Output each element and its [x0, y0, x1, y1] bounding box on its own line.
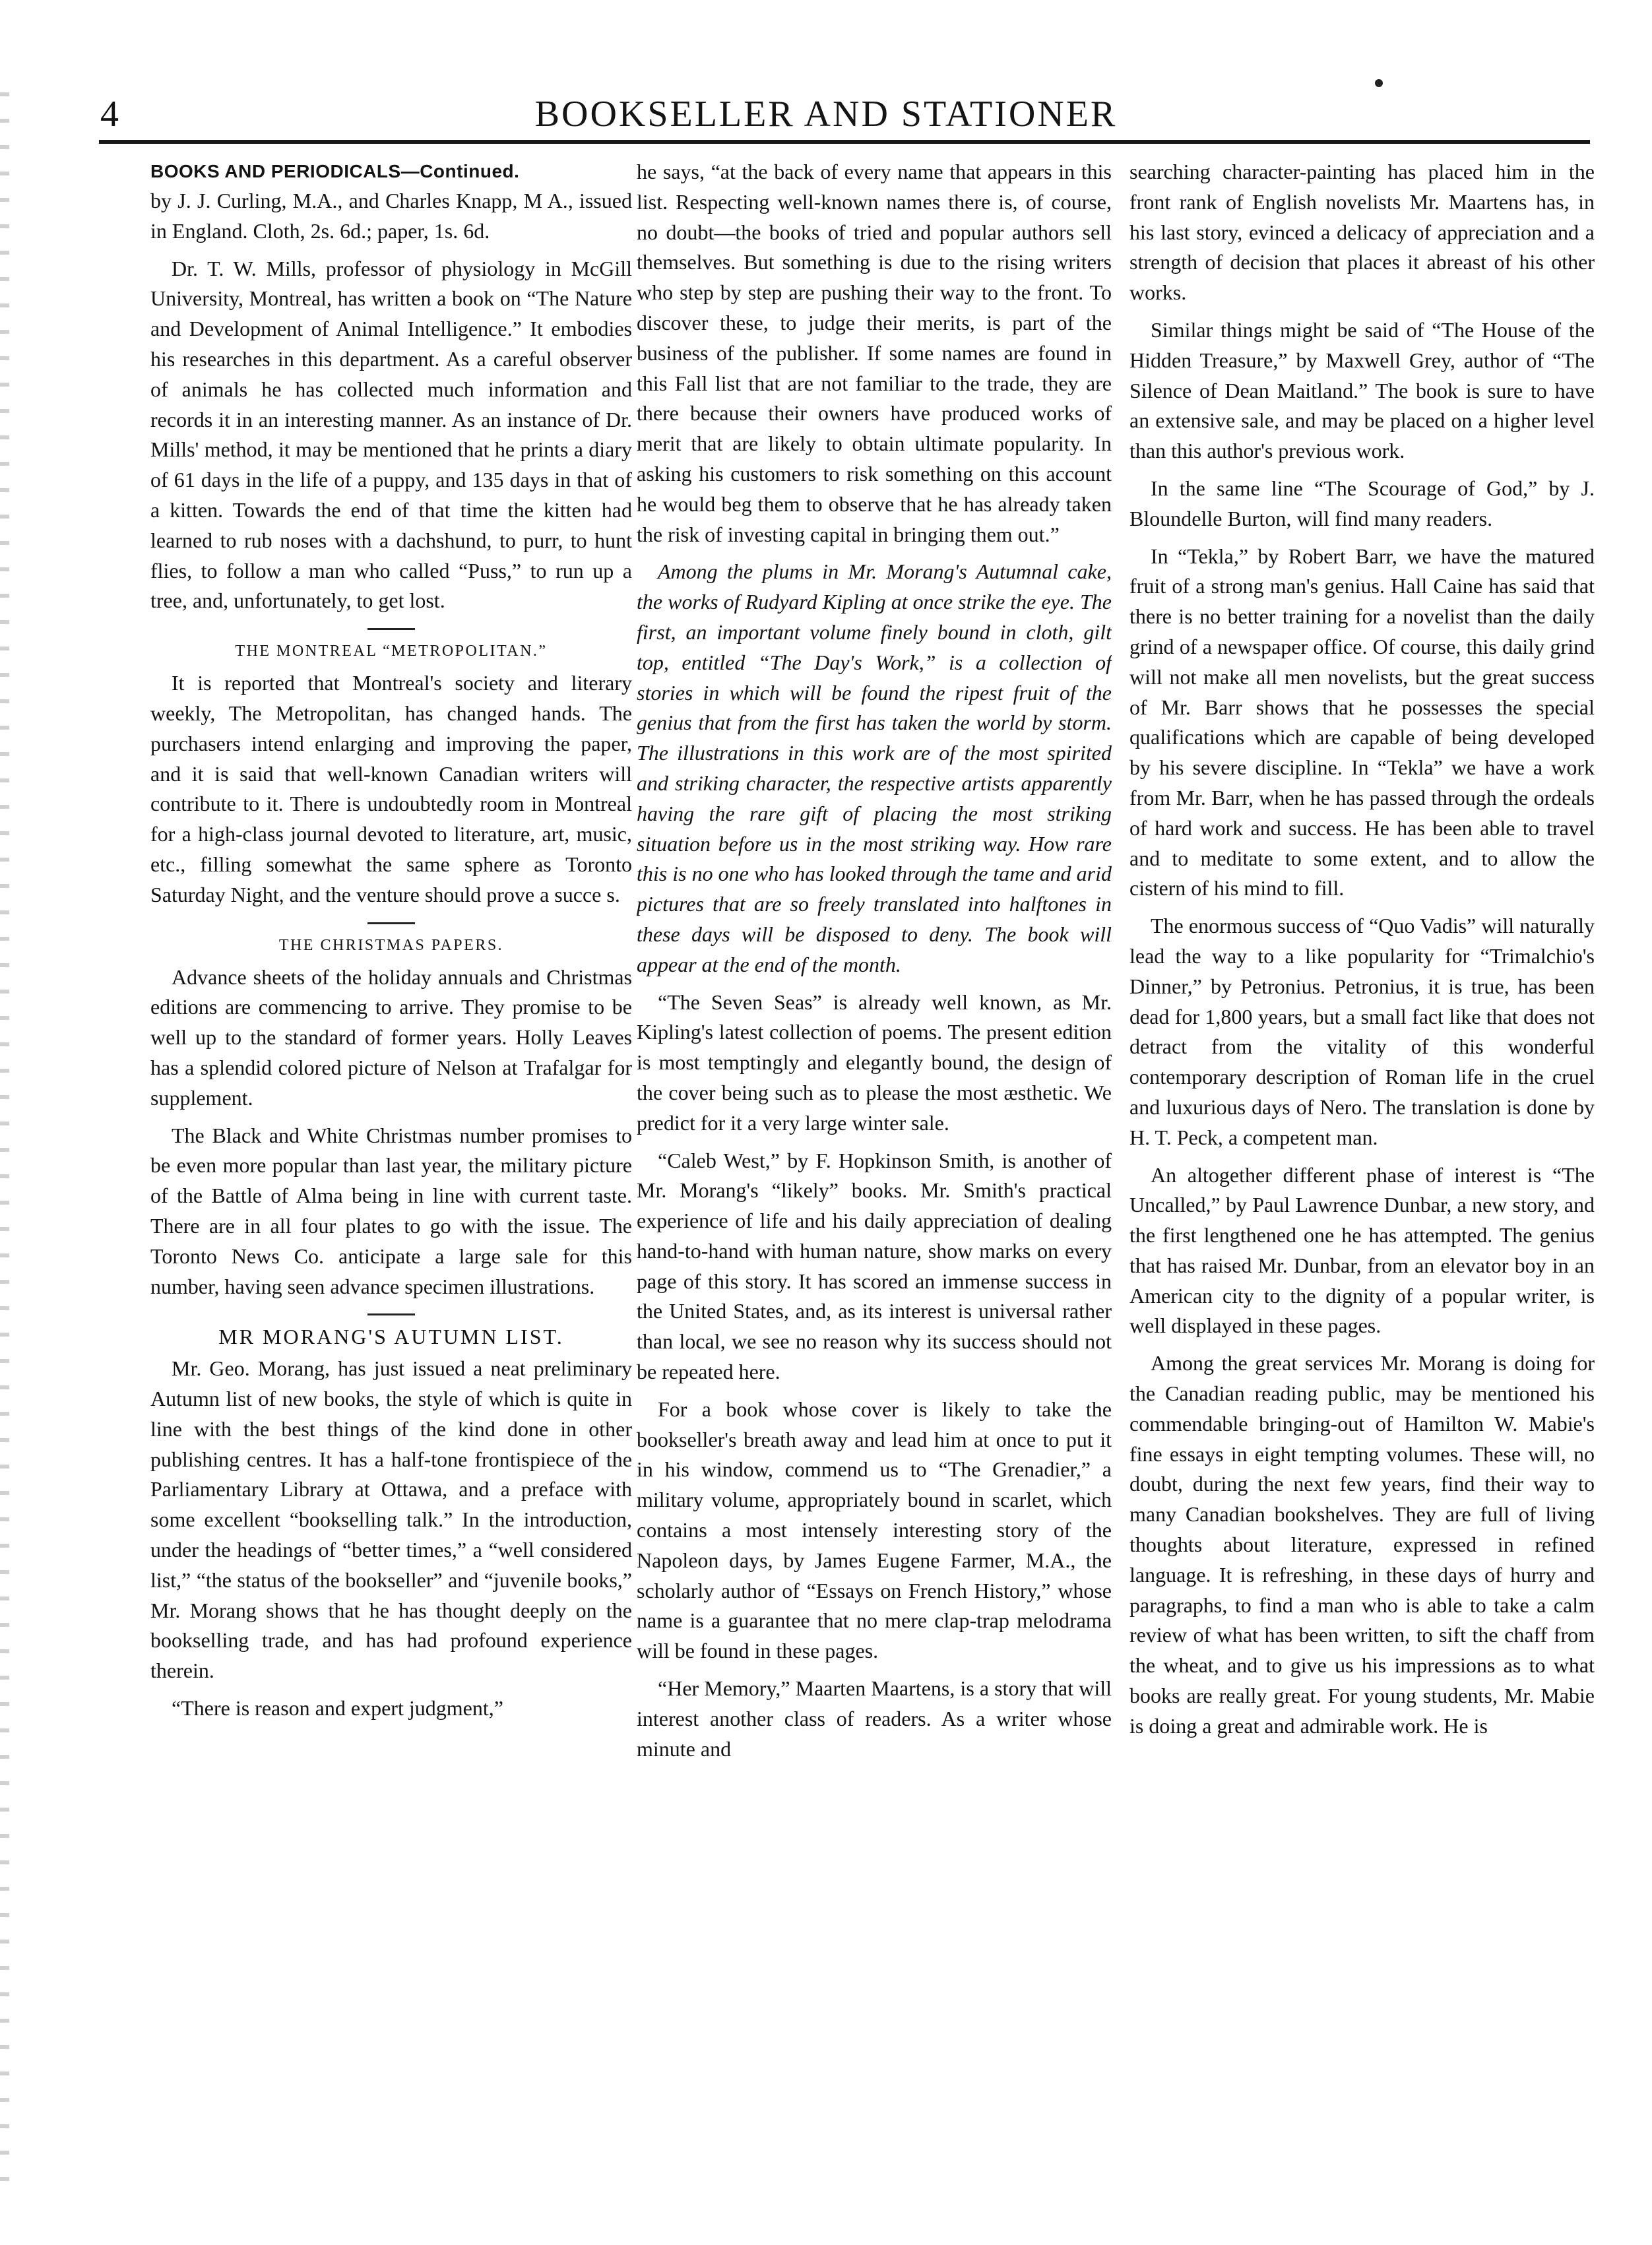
paragraph: The enormous success of “Quo Vadis” will naturally lead the way to a like popularity for “Trimalchio's Dinner,” by Petronius. Petronius, it is true, has been dead for 1,800 years, but a small fact like that does not detract from the vitality of this wonderful contemporary description of Roman life in the cruel and luxurious days of Nero. The translation is done by H. T. Peck, a competent man.	[1129, 914, 1595, 1149]
paragraph: “There is reason and expert judgment,”	[172, 1696, 503, 1721]
paragraph: An altogether different phase of interest is “The Uncalled,” by Paul Lawrence Dunbar, a new story, and the first lengthened one he has attempted. The genius that has raised Mr. Dunbar, from an elevator boy in an American city to the dignity of a popular writer, is well displayed in these pages.	[1129, 1162, 1595, 1338]
paragraph: Among the plums in Mr. Morang's Autumnal cake, the works of Rudyard Kipling at once strike the eye. The first, an important volume finely bound in cloth, gilt top, entitled “The Day's Work,” is a collection of stories in which will be found the ripest fruit of the genius that from the first has taken the world by storm. The illustrations in this work are of the most spirited and striking character, the respective artists apparently having the rare gift of placing the most striking situation before us in the most striking way. How rare this is no one who has looked through the tame and arid pictures that are so freely translated into halftones in these days will be disposed to deny. The book will appear at the end of the month.	[637, 559, 1112, 976]
scan-edge-shadow	[0, 92, 9, 2203]
paragraph: Among the great services Mr. Morang is doing for the Canadian reading public, may be mentioned his commendable bringing-out of Hamilton W. Mabie's fine essays in eight tempting volumes. These will, no doubt, during the next few years, find their way to many Canadian bookshelves. They are full of living thoughts about literature, expressed in refined language. It is refreshing, in these days of hurry and paragraphs, to find a man who is able to take a calm review of what has been written, to sift the chaff from the wheat, and to give us his impressions as to what books are really great. For young students, Mr. Mabie is doing a great and admirable work. He is	[1129, 1351, 1595, 1738]
paragraph: “Caleb West,” by F. Hopkinson Smith, is another of Mr. Morang's “likely” books. Mr. Smith's practical experience of life and his daily appreciation of dealing hand-to-hand with human nature, show marks on every page of this story. It has scored an immense success in the United States, and, as its interest is universal rather than local, we see no reason why its success should not be repeated here.	[637, 1148, 1112, 1384]
header-rule	[99, 140, 1590, 144]
column-2	[637, 157, 1112, 2229]
paragraph: The Black and White Christmas number promises to be even more popular than last year, the military picture of the Battle of Alma being in line with current taste. There are in all four plates to go with the issue. The Toronto News Co. anticipate a large sale for this number, having seen advance specimen illustrations.	[150, 1123, 632, 1298]
paragraph: Dr. T. W. Mills, professor of physiology in McGill University, Montreal, has written a book on “The Nature and Development of Animal Intelligence.” It embodies his researches in this department. As a careful observer of animals he has collected much information and records it in an interesting manner. As an instance of Dr. Mills' method, it may be mentioned that he prints a diary of 61 days in the life of a puppy, and 135 days in that of a kitten. Towards the end of that time the kitten had learned to rub noses with a dachshund, to purr, to hunt flies, to follow a man who called “Puss,” to run up a tree, and, unfortunately, to get lost.	[150, 256, 632, 613]
article-subheading: MR MORANG'S AUTUMN LIST.	[218, 1325, 564, 1349]
paragraph: searching character-painting has placed him in the front rank of English novelists Mr. Maartens has, in his last story, evinced a delicacy of appreciation and a strength of decision that places it abreast of his other works.	[1129, 160, 1595, 305]
page-header	[0, 84, 1652, 144]
paragraph: Advance sheets of the holiday annuals and Christmas editions are commencing to arrive. They promise to be well up to the standard of former years. Holly Leaves has a splendid colored picture of Nelson at Trafalgar for supplement.	[150, 964, 632, 1110]
column-1	[150, 157, 632, 2229]
article-subheading: THE CHRISTMAS PAPERS.	[278, 936, 504, 954]
paragraph: he says, “at the back of every name that appears in this list. Respecting well-known names there is, of course, no doubt—the books of tried and popular authors sell themselves. But something is due to the rising writers who step by step are pushing their way to the front. To discover these, to judge their merits, is part of the business of the publisher. If some names are found in this Fall list that are not familiar to the trade, they are there because their owners have produced works of merit that are likely to obtain ultimate popularity. In asking his customers to risk something on this account he would beg them to observe that he has already taken the risk of investing capital in bringing them out.”	[637, 160, 1112, 546]
paragraph: Mr. Geo. Morang, has just issued a neat preliminary Autumn list of new books, the style of which is quite in line with the best things of the kind done in other publishing centres. It has a half-tone frontispiece of the Parliamentary Library at Ottawa, and a preface with some excellent “bookselling talk.” In the introduction, under the headings of “better times,” a “well considered list,” “the status of the bookseller” and “juvenile books,” Mr. Morang shows that he has thought deeply on the bookselling trade, and has had profound experience therein.	[150, 1356, 632, 1683]
article-subheading: THE MONTREAL “METROPOLITAN.”	[235, 643, 548, 660]
paragraph: by J. J. Curling, M.A., and Charles Knapp, M A., issued in England. Cloth, 2s. 6d.; paper, 1s. 6d.	[150, 189, 632, 243]
section-divider	[367, 922, 415, 924]
paragraph: It is reported that Montreal's society and literary weekly, The Metropolitan, has changed hands. The purchasers intend enlarging and improving the paper, and it is said that well-known Canadian writers will contribute to it. There is undoubtedly room in Montreal for a high-class journal devoted to literature, art, music, etc., filling somewhat the same sphere as Toronto Saturday Night, and the venture should prove a succe s.	[150, 671, 632, 906]
paragraph: “Her Memory,” Maarten Maartens, is a story that will interest another class of readers. As a writer whose minute and	[637, 1676, 1112, 1761]
page-number: 4	[100, 94, 119, 135]
paragraph: For a book whose cover is likely to take the bookseller's breath away and lead him at once to put it in his window, commend us to “The Grenadier,” a military volume, appropriately bound in scarlet, which contains a most intensely interesting story of the Napoleon days, by James Eugene Farmer, M.A., the scholarly author of “Essays on French History,” whose name is a guarantee that no mere clap-trap melodrama will be found in these pages.	[637, 1397, 1112, 1663]
column-3	[1129, 157, 1595, 2229]
section-divider	[367, 1313, 415, 1315]
paragraph: In “Tekla,” by Robert Barr, we have the matured fruit of a strong man's genius. Hall Caine has said that there is no better training for a novelist than the daily grind of a newspaper office. Of course, this daily grind will not make all men novelists, but the great success of Mr. Barr shows that he possesses the special qualifications which are capable of being developed by his severe discipline. In “Tekla” we have a work from Mr. Barr, when he has passed through the ordeals of hard work and success. He has been able to travel and to meditate to some extent, and to allow the cistern of his mind to fill.	[1129, 544, 1595, 901]
section-divider	[367, 628, 415, 630]
paragraph: Similar things might be said of “The House of the Hidden Treasure,” by Maxwell Grey, author of “The Silence of Dean Maitland.” The book is sure to have an extensive sale, and may be placed on a higher level than this author's previous work.	[1129, 317, 1595, 463]
paragraph: “The Seven Seas” is already well known, as Mr. Kipling's latest collection of poems. The present edition is most temptingly and elegantly bound, the design of the cover being such as to please the most æsthetic. We predict for it a very large winter sale.	[637, 990, 1112, 1135]
section-heading: BOOKS AND PERIODICALS—Continued.	[150, 161, 520, 181]
paragraph: In the same line “The Scourage of God,” by J. Bloundelle Burton, will find many readers.	[1129, 476, 1595, 530]
running-title: BOOKSELLER AND STATIONER	[534, 94, 1118, 135]
